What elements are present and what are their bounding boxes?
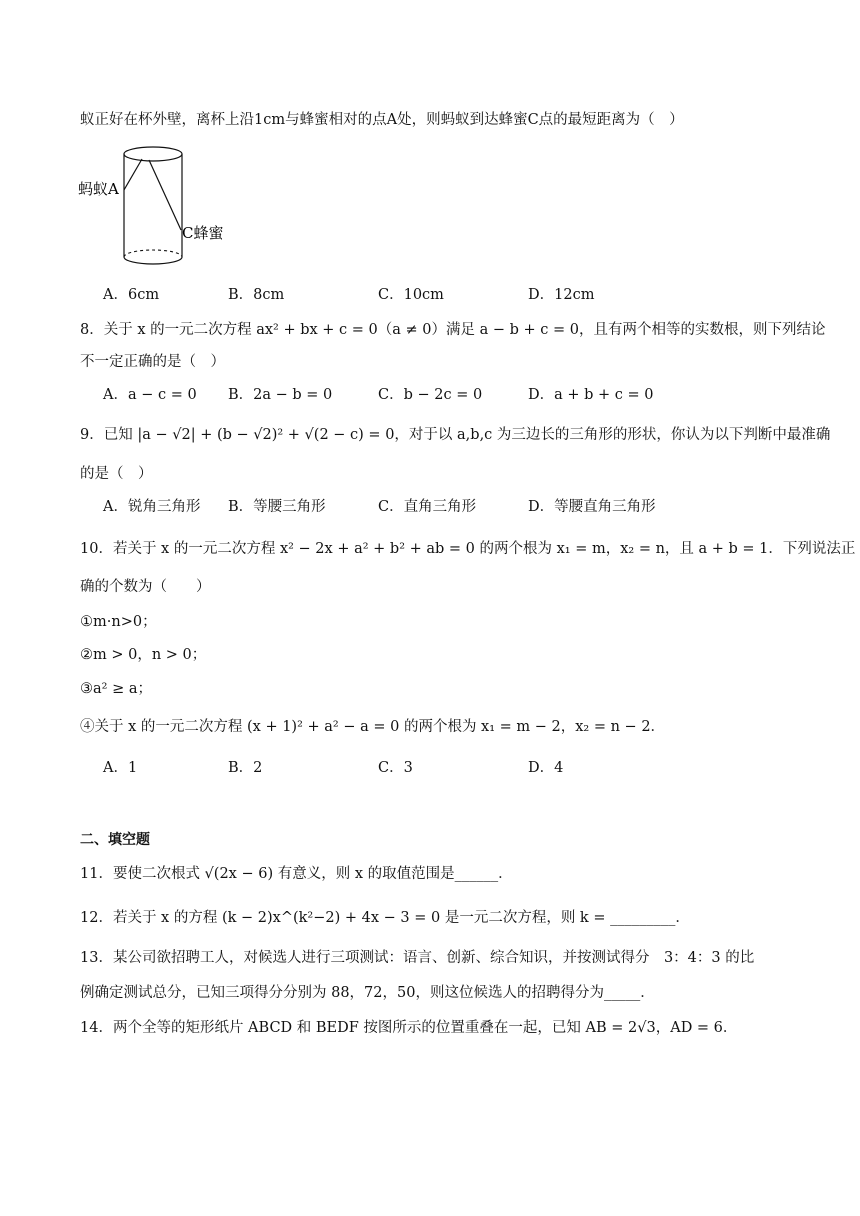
q12-stem: 12．若关于 x 的方程 (k − 2)x^(k²−2) + 4x − 3 = 0 是一元二次方程，则 k = _________． — [80, 910, 690, 926]
q14-stem: 14．两个全等的矩形纸片 ABCD 和 BEDF 按图所示的位置重叠在一起，已知 AB = 2√3，AD = 6． — [80, 1020, 738, 1036]
q10-statement-2: ②m > 0，n > 0； — [80, 647, 207, 663]
q10-statement-1: ①m·n>0； — [80, 614, 157, 630]
q8-option-d[interactable]: D．a + b + c = 0 — [528, 387, 654, 403]
q10-statement-3: ③a² ≥ a； — [80, 681, 152, 697]
q10-option-a[interactable]: A．1 — [103, 760, 138, 776]
q13-stem-line1: 13．某公司欲招聘工人，对候选人进行三项测试：语言、创新、综合知识，并按测试得分 3：4：3 的比 — [80, 950, 755, 966]
ant-path-segment — [124, 159, 142, 190]
q9-option-b[interactable]: B．等腰三角形 — [228, 499, 326, 515]
q7-option-b[interactable]: B．8cm — [228, 287, 285, 303]
q9-stem-line1: 9．已知 |a − √2| + (b − √2)² + √(2 − c) = 0，对于以 a,b,c 为三边长的三角形的形状，你认为以下判断中最准确 — [80, 427, 831, 443]
q8-stem-line1: 8．关于 x 的一元二次方程 ax² + bx + c = 0（a ≠ 0）满足 a − b + c = 0，且有两个相等的实数根，则下列结论 — [80, 322, 826, 338]
q8-option-b[interactable]: B．2a − b = 0 — [228, 387, 333, 403]
q8-option-a[interactable]: A．a − c = 0 — [103, 387, 197, 403]
q10-option-c[interactable]: C．3 — [378, 760, 413, 776]
q9-option-d[interactable]: D．等腰直角三角形 — [528, 499, 656, 515]
ant-label: 蚂蚁A — [78, 180, 119, 198]
cylinder-bottom-back — [124, 250, 182, 257]
q9-stem-line2: 的是（ ） — [80, 466, 153, 482]
q7-option-c[interactable]: C．10cm — [378, 287, 444, 303]
cylinder-top-rim — [124, 147, 182, 161]
q9-option-c[interactable]: C．直角三角形 — [378, 499, 477, 515]
q10-stem-line1: 10．若关于 x 的一元二次方程 x² − 2x + a² + b² + ab = 0 的两个根为 x₁ = m，x₂ = n，且 a + b = 1．下列说法正 — [80, 541, 856, 557]
q7-stem-tail: 蚁正好在杯外壁，离杯上沿1cm与蜂蜜相对的点A处，则蚂蚁到达蜂蜜C点的最短距离为（ ） — [80, 112, 684, 128]
cylinder-figure — [76, 142, 256, 272]
q11-stem: 11．要使二次根式 √(2x − 6) 有意义，则 x 的取值范围是______． — [80, 866, 513, 882]
q8-stem-line2: 不一定正确的是（ ） — [80, 354, 225, 370]
q7-option-d[interactable]: D．12cm — [528, 287, 595, 303]
q10-option-d[interactable]: D．4 — [528, 760, 564, 776]
q7-option-a[interactable]: A．6cm — [103, 287, 160, 303]
cylinder-bottom-front — [124, 257, 182, 264]
q9-option-a[interactable]: A．锐角三角形 — [103, 499, 201, 515]
q10-statement-4: ④关于 x 的一元二次方程 (x + 1)² + a² − a = 0 的两个根为 x₁ = m − 2，x₂ = n − 2． — [80, 719, 666, 735]
honey-label: C蜂蜜 — [182, 224, 224, 242]
honey-path-segment — [149, 160, 181, 230]
section-title-fill-in: 二、填空题 — [80, 832, 150, 848]
q10-option-b[interactable]: B．2 — [228, 760, 263, 776]
q10-stem-line2: 确的个数为（ ） — [80, 579, 211, 595]
q8-option-c[interactable]: C．b − 2c = 0 — [378, 387, 483, 403]
q13-stem-line2: 例确定测试总分，已知三项得分分别为 88，72，50，则这位候选人的招聘得分为_____． — [80, 985, 655, 1001]
